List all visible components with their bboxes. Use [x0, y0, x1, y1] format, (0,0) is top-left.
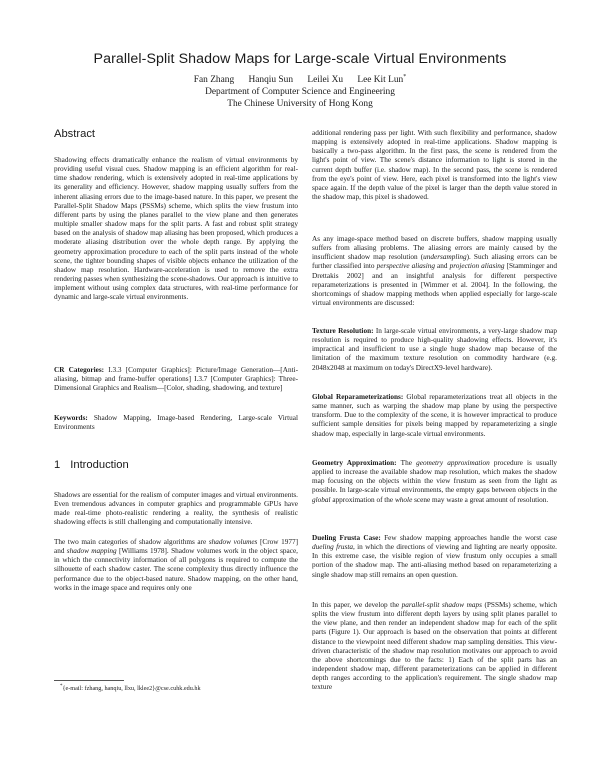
cr-categories-text: I.3.3 [Computer Graphics]: Picture/Image Generation—[Anti-aliasing, bitmap and frame-buffer operations] I.3.7 [Computer Graphics]: Three-Dimensional Graphics and Realism—[Color, shading, shadowing, and texture]: [54, 366, 299, 393]
emphasis-text: global: [312, 495, 331, 504]
texture-resolution-paragraph: [312, 327, 557, 373]
affiliation-university: The Chinese University of Hong Kong: [227, 99, 373, 109]
right-paragraph-1: [312, 129, 557, 202]
abstract-text: Shadowing effects dramatically enhance the realism of virtual environments by providing useful visual cues. Shadow mapping is an efficient algorithm for real-time shadow rendering, which is extensively adopted in real-time applications by its generality and efficiency. However, shadow mapping usually suffers from the inherent aliasing errors due to the image-based nature. In this paper, we present the Parallel-Split Shadow Maps (PSSMs) scheme, which splits the view frustum into different parts by using the planes parallel to the view plane and then generates multiple smaller shadow maps for the split parts. A fast and robust split strategy based on the analysis of shadow map aliasing has been proposed, which produces a moderate aliasing distribution over the whole depth range. By applying the geometry approximation procedure to each of the split parts instead of the whole scene, the tighter bounding shapes of visible objects enhance the utilization of the shadow map resolution. Hardware-acceleration is used to remove the extra rendering passes when synthesizing the scene-shadows. Our approach is intuitive to implement without using complex data structures, with real-time performance for dynamic and large-scale virtual environments.: [54, 156, 298, 302]
text-run: , in which the directions of viewing and lighting are nearly opposite. In this extreme case, the visible region of view frustum only occupies a small portion of the shadow map. The anti-aliasing method based on reparameterizing a single shadow map still remains an open question.: [312, 543, 557, 579]
section-title: Introduction: [70, 459, 129, 471]
keywords-text: Shadow Mapping, Image-based Rendering, Large-scale Virtual Environments: [54, 414, 299, 432]
paragraph-label: Texture Resolution:: [312, 327, 374, 335]
emphasis-text: dueling frusta: [312, 543, 353, 552]
footnote-text: {e-mail: fzhang, hanqiu, llxu, lklee2}@cse.cuhk.edu.hk: [62, 685, 201, 693]
emphasis-text: shadow mapping: [66, 547, 117, 556]
emphasis-text: parallel-split shadow maps: [401, 601, 482, 609]
intro-heading: [54, 459, 298, 471]
geometry-approx-text: [312, 459, 557, 505]
intro-paragraph-2: [54, 538, 298, 593]
global-reparam-text: [312, 393, 557, 439]
text-run: Few shadow mapping approaches handle the worst case: [380, 534, 557, 542]
text-run: As any image-space method based on discrete buffers, shadow mapping usually suffers from aliasing problems. The aliasing errors are mainly caused by the insufficient shadow map resolution (: [312, 235, 557, 262]
author-name-text: Lee Kit Lun: [357, 75, 404, 85]
text-run: The two main categories of shadow algorithms are: [54, 538, 209, 546]
emphasis-text: geometry approximation: [416, 459, 490, 467]
footnote-rule: [54, 680, 124, 681]
section-number: 1: [54, 459, 61, 471]
emphasis-text: whole: [394, 495, 413, 504]
geometry-approx-paragraph: [312, 459, 557, 505]
intro-paragraph-1: [54, 491, 298, 528]
abstract-section: [54, 128, 298, 140]
cr-categories-paragraph: [54, 366, 298, 393]
keywords-label: Keywords:: [54, 414, 88, 422]
text-run: [Williams 1978]. Shadow volumes work in the object space, in which the connectivity information of all polygons is required to compute the silhouette of each shadow caster. The scene complexity thus directly influence the performance due to the object-based nature. Shadow mapping, on the other hand, works in the image space and requires only one: [54, 547, 298, 592]
text-run: [Crow 1977] and: [54, 538, 298, 556]
right-paragraph-2: [312, 235, 557, 308]
text-run: In large-scale virtual environments, a very-large shadow map resolution is required to produce high-quality shadowing effects. However, it's impractical and insufficient to use a single huge shadow map because of the limitation of the maximum texture resolution on commodity hardware (e.g. 2048x2048 at maximum on today's DirectX9-level hardware).: [312, 327, 557, 372]
texture-resolution-text: [312, 327, 557, 373]
text-run: scene may waste a great amount of resolution.: [412, 495, 549, 504]
text-run: [Stamminger and Drettakis 2002] and an insightful analysis for different perspective reparameterizations is presented in [Wimmer et al. 2004]. In the following, the shortcomings of shadow mapping methods when applied especially for large-scale virtual environments are discussed:: [312, 262, 557, 308]
dueling-frusta-paragraph: [312, 534, 557, 580]
text-run: procedure is usually applied to increase the available shadow map resolution, which makes the shadow map focusing on the objects within the view frustum as seen from the light as possible. In large-scale virtual environments, the empty gaps between objects in the: [312, 459, 558, 495]
text-run: In this paper, we develop the: [312, 601, 402, 609]
contribution-paragraph: [312, 601, 557, 693]
footnote-marker: *: [403, 74, 407, 80]
text-run: ). Such aliasing errors can be further classified into: [312, 253, 557, 271]
emphasis-text: projection aliasing: [449, 262, 505, 271]
text-run: Global reparameterizations treat all objects in the same manner, such as warping the shadow map plane by using the perspective transform. Due to the complexity of the scene, it is however impractical to produce sufficient sample densities for pixels being mapped by reparameterizing a single shadow map, especially in large-scale virtual environments.: [312, 393, 557, 438]
abstract-body: [54, 156, 298, 303]
paper-title: Parallel-Split Shadow Maps for Large-scale Virtual Environments: [93, 51, 507, 67]
author-name: [357, 75, 406, 85]
contribution-text: [312, 601, 557, 693]
intro-heading-block: [54, 459, 298, 471]
keywords: [54, 414, 298, 432]
footnote-marker: *: [60, 684, 63, 689]
author-name: Leilei Xu: [307, 75, 344, 85]
shadow-mapping-overview: additional rendering pass per light. With such flexibility and performance, shadow mapping is extensively adopted in real-time applications. Shadow mapping is basically a two-pass algorithm. In the first pass, the scene is rendered from the light's point of view. The scene's distance information to light is stored in the current depth buffer (i.e. shadow map). In the second pass, the scene is rendered from the eye's point of view. Here, each pixel is transformed into the light's view space again. If the depth value of the pixel is larger than the depth value stored in the shadow map, this pixel is shadowed.: [312, 129, 557, 202]
abstract-heading: Abstract: [54, 128, 96, 140]
paragraph-label: Geometry Approximation:: [312, 459, 397, 467]
intro-text-2: [54, 538, 298, 593]
global-reparam-paragraph: [312, 393, 557, 439]
text-run: The: [396, 459, 417, 467]
author-name: Hanqiu Sun: [248, 75, 294, 85]
aliasing-paragraph: [312, 235, 557, 308]
text-run: (PSSMs) scheme, which splits the view frustum into different depth layers by using split planes parallel to the view plane, and then render an independent shadow map for each of the split parts (Figure 1). Our approach is based on the observation that points at different distance to the viewpoint need different shadow map sampling densities. This view-driven characteristic of the shadow map resolution motivates our approach to avoid the above shortcomings due to the facts: 1) Each of the split parts has an independent shadow map, different parameterizations can be applied in different depth ranges according to the application's requirement. The single shadow map texture: [312, 601, 557, 692]
author-list: [0, 75, 600, 85]
emphasis-text: shadow volumes: [208, 538, 258, 546]
text-run: and: [435, 262, 450, 271]
paragraph-label: Global Reparameterizations:: [312, 393, 404, 401]
text-run: approximation of the: [330, 495, 395, 504]
cr-categories: [54, 366, 298, 393]
author-name: Fan Zhang: [193, 75, 235, 85]
dueling-frusta-text: [312, 534, 557, 580]
cr-categories-label: CR Categories:: [54, 366, 105, 374]
emphasis-text: undersampling: [423, 253, 467, 262]
intro-text-1: Shadows are essential for the realism of computer images and virtual environments. Even tremendous advances in computer graphics and programmable GPUs have made real-time photo-realistic rendering a reality, the synthesis of realistic shadowing effects is still challenging and computationally intensive.: [54, 491, 298, 527]
footnote: [60, 683, 300, 693]
keywords-paragraph: [54, 414, 298, 432]
emphasis-text: perspective aliasing: [376, 262, 435, 271]
paragraph-label: Dueling Frusta Case:: [312, 534, 381, 542]
affiliation-department: Department of Computer Science and Engineering: [205, 87, 395, 97]
